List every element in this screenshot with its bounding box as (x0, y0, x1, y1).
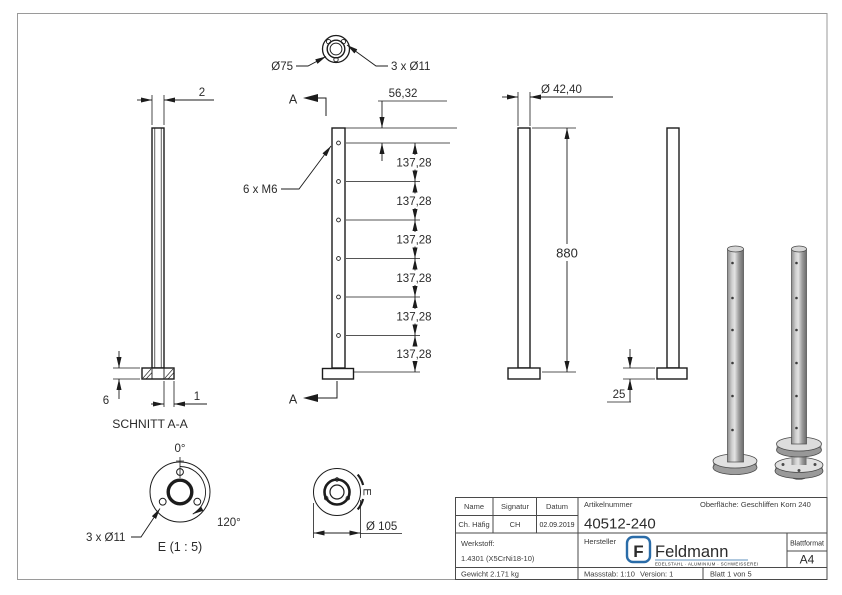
tb-surface: Oberfläche: Geschliffen Korn 240 (700, 500, 811, 509)
detail-e-view (86, 443, 241, 554)
top-view (271, 36, 430, 74)
detail-title: E (1 : 5) (157, 540, 203, 554)
tb-format-value: A4 (799, 552, 815, 567)
dim-spacing: 137,28 (396, 157, 432, 170)
tb-date-label: Datum (545, 502, 569, 511)
tb-name-label: Name (463, 502, 485, 511)
section-letter-bottom: A (288, 392, 298, 407)
tb-article-label: Artikelnummer (584, 500, 633, 509)
iso-post-plain (713, 246, 757, 475)
dim-thread: 6 x M6 (243, 184, 278, 196)
tb-material-label: Werkstoff: (461, 539, 495, 548)
dim-rose-height: 25 (612, 389, 626, 401)
section-title: SCHNITT A-A (112, 417, 188, 431)
tb-date-value: 02.09.2019 (539, 522, 575, 529)
base-flange-rear (657, 368, 687, 379)
logo-wordmark: Feldmann (655, 543, 729, 561)
tb-manufacturer-label: Hersteller (584, 537, 617, 546)
leader-dia75 (296, 57, 326, 67)
dim-top-offset: 56,32 (388, 88, 418, 100)
side-view (502, 84, 687, 402)
bolt-hole (159, 498, 166, 505)
logo-letter: F (633, 542, 644, 561)
dim-post-dia: Ø 42,40 (541, 84, 582, 96)
bottom-view (314, 469, 403, 539)
dim-base-offset: 1 (193, 391, 201, 403)
base-flange-front (323, 369, 354, 380)
logo-tagline: EDELSTAHL · ALUMINIUM · SCHWEISSEREI (655, 561, 759, 567)
sheet-frame (18, 14, 828, 580)
tb-version: Version: 1 (640, 569, 674, 579)
section-view (103, 87, 214, 431)
base-flange-side (508, 368, 540, 379)
post-section (152, 128, 164, 368)
dim-spacing: 137,28 (396, 311, 432, 324)
post-side (518, 128, 530, 368)
section-arrow-bottom (303, 394, 318, 402)
leader-3x11-detail (131, 509, 160, 538)
iso-post-with-rose (775, 246, 823, 480)
tb-sheet: Blatt 1 von 5 (710, 569, 752, 579)
tb-weight: Gewicht 2.171 kg (461, 569, 519, 579)
post-front (332, 128, 345, 368)
tb-material-value: 1.4301 (X5CrNi18-10) (461, 554, 535, 563)
tb-format-label: Blattformat (790, 540, 824, 548)
dim-flange-dia: Ø75 (271, 61, 293, 73)
tb-signature-label: Signatur (501, 502, 529, 511)
dim-base-height: 6 (102, 395, 110, 407)
dim-wall-thickness: 2 (198, 87, 206, 99)
tb-signature-value: CH (509, 520, 521, 529)
dim-post-height: 880 (556, 245, 578, 261)
dim-spacing: 137,28 (396, 196, 432, 208)
detail-marker-letter: E (360, 488, 373, 496)
dim-spacing: 137,28 (396, 273, 432, 285)
tb-name-value: Ch. Häfig (458, 520, 490, 529)
bolt-hole (194, 498, 201, 505)
dim-detail-holes: 3 x Ø11 (86, 532, 126, 544)
leader-6xm6 (281, 146, 331, 189)
tb-article-number: 40512-240 (584, 515, 656, 533)
dim-bolt-holes: 3 x Ø11 (391, 61, 431, 73)
feldmann-logo (627, 537, 758, 567)
iso-views (713, 246, 823, 480)
leader-3x11 (347, 45, 388, 66)
angle-span-label: 120° (217, 517, 241, 529)
tb-scale: Massstab: 1:10 (584, 569, 635, 579)
angle-zero-label: 0° (174, 443, 186, 455)
spacing-labels (393, 155, 435, 361)
section-letter-top: A (288, 92, 298, 107)
title-block (456, 498, 828, 580)
dim-spacing: 137,28 (396, 349, 432, 361)
section-arrow-top (303, 94, 318, 102)
dim-spacing: 137,28 (396, 234, 432, 247)
post-rear (667, 128, 679, 368)
dim-plate-dia: Ø 105 (366, 521, 398, 533)
front-view (243, 88, 457, 407)
